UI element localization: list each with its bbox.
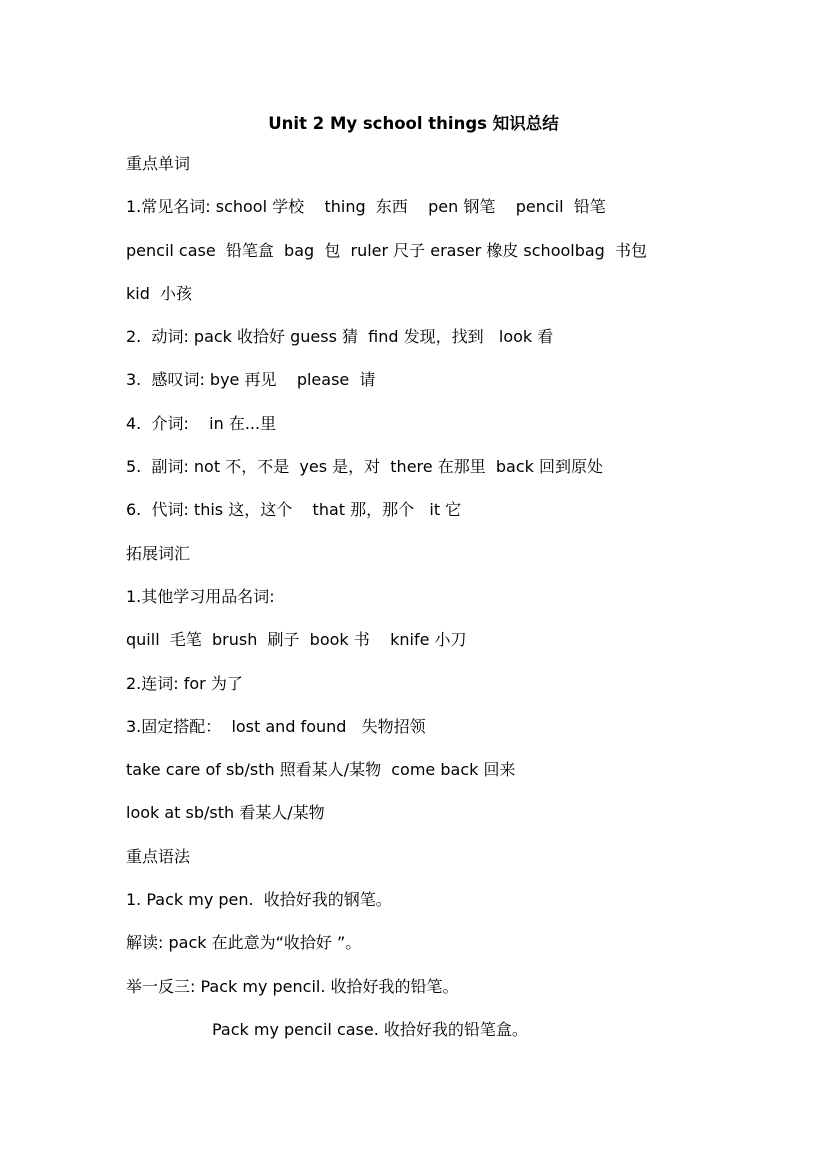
text-line: look at sb/sth 看某人/某物	[126, 803, 325, 823]
section-heading-extended-vocab: 拓展词汇	[126, 543, 191, 563]
text-line: 1.其他学习用品名词:	[126, 586, 275, 606]
document-body	[126, 152, 766, 1061]
text-line: Pack my pencil case. 收拾好我的铅笔盒。	[212, 1019, 528, 1039]
text-line: 2.连词: for 为了	[126, 673, 243, 693]
text-line: pencil case 铅笔盒 bag 包 ruler 尺子 eraser 橡皮 schoolbag 书包	[126, 240, 648, 260]
text-line: 举一反三: Pack my pencil. 收拾好我的铅笔。	[126, 976, 459, 996]
text-line: 3. 感叹词: bye 再见 please 请	[126, 370, 376, 390]
text-line: 4. 介词: in 在...里	[126, 413, 277, 433]
text-line: quill 毛笔 brush 刷子 book 书 knife 小刀	[126, 630, 467, 650]
text-line: 3.固定搭配： lost and found 失物招领	[126, 716, 426, 736]
text-line: 2. 动词: pack 收拾好 guess 猜 find 发现，找到 look 看	[126, 327, 554, 347]
text-line: 6. 代词: this 这，这个 that 那，那个 it 它	[126, 500, 462, 520]
text-line: 解读: pack 在此意为“收拾好 ”。	[126, 933, 362, 953]
text-line: 1.常见名词: school 学校 thing 东西 pen 钢笔 pencil 铅笔	[126, 197, 606, 217]
document-title: Unit 2 My school things 知识总结	[268, 114, 559, 133]
section-heading-key-grammar: 重点语法	[126, 846, 191, 866]
text-line: 5. 副词: not 不，不是 yes 是，对 there 在那里 back 回到原处	[126, 457, 603, 477]
text-line: 1. Pack my pen. 收拾好我的钢笔。	[126, 890, 392, 910]
text-line: take care of sb/sth 照看某人/某物 come back 回来	[126, 760, 516, 780]
section-heading-key-words: 重点单词	[126, 154, 191, 173]
text-line: kid 小孩	[126, 283, 193, 303]
